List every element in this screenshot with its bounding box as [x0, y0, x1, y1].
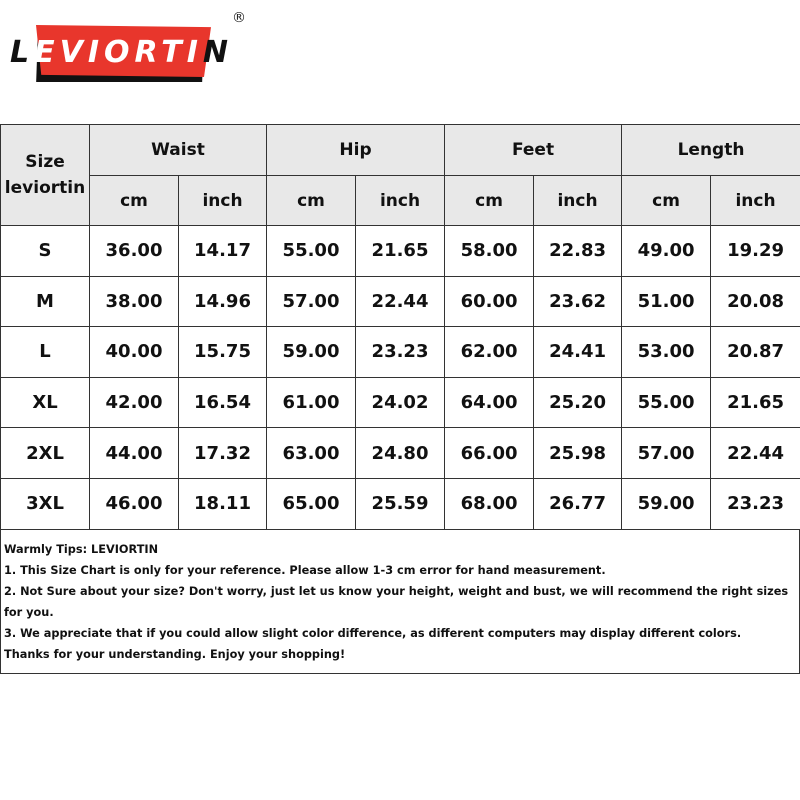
cell-waist-inch: 16.54 [179, 377, 267, 428]
cell-feet-inch: 24.41 [534, 327, 622, 378]
cell-length-inch: 20.08 [711, 276, 800, 327]
size-column-header [1, 125, 90, 226]
logo-letter-first: L [10, 35, 35, 70]
table-row [1, 327, 800, 378]
cell-hip-inch: 22.44 [356, 276, 445, 327]
cell-waist-cm: 36.00 [90, 226, 179, 277]
unit-header: inch [356, 176, 445, 226]
cell-hip-cm: 57.00 [267, 276, 356, 327]
cell-feet-inch: 22.83 [534, 226, 622, 277]
size-label: 3XL [1, 478, 90, 529]
size-chart-table [0, 124, 800, 530]
logo-letters-middle: EVIORTI [34, 35, 203, 70]
cell-waist-cm: 44.00 [90, 428, 179, 479]
cell-hip-cm: 63.00 [267, 428, 356, 479]
size-label: L [1, 327, 90, 378]
size-label: XL [1, 377, 90, 428]
tips-line: 2. Not Sure about your size? Don't worry, just let us know your height, weight and bust, we will recommend the right sizes [4, 585, 789, 598]
cell-length-cm: 53.00 [622, 327, 711, 378]
group-header-waist: Waist [90, 125, 267, 176]
unit-header: cm [445, 176, 534, 226]
tips-line: 1. This Size Chart is only for your reference. Please allow 1-3 cm error for hand measurement. [4, 564, 606, 577]
cell-hip-cm: 61.00 [267, 377, 356, 428]
cell-length-inch: 21.65 [711, 377, 800, 428]
cell-hip-inch: 24.80 [356, 428, 445, 479]
table-row [1, 428, 800, 479]
unit-header: cm [90, 176, 179, 226]
cell-waist-cm: 40.00 [90, 327, 179, 378]
unit-header: cm [622, 176, 711, 226]
cell-length-inch: 22.44 [711, 428, 800, 479]
cell-hip-cm: 65.00 [267, 478, 356, 529]
group-header-length: Length [622, 125, 800, 176]
group-header-feet: Feet [445, 125, 622, 176]
cell-feet-cm: 68.00 [445, 478, 534, 529]
size-header-line-1: Size [25, 152, 65, 172]
cell-length-inch: 23.23 [711, 478, 800, 529]
cell-hip-cm: 59.00 [267, 327, 356, 378]
size-header-line-2: leviortin [4, 178, 86, 198]
cell-length-cm: 59.00 [622, 478, 711, 529]
tips-line: 3. We appreciate that if you could allow slight color difference, as different computers may display different colors. [4, 627, 742, 640]
logo-wordmark [10, 36, 235, 70]
header-row-units [1, 176, 800, 226]
unit-header: inch [534, 176, 622, 226]
cell-feet-inch: 23.62 [534, 276, 622, 327]
table-row [1, 226, 800, 277]
cell-feet-cm: 66.00 [445, 428, 534, 479]
cell-feet-cm: 64.00 [445, 377, 534, 428]
tips-title: Warmly Tips: LEVIORTIN [4, 543, 159, 556]
cell-length-cm: 49.00 [622, 226, 711, 277]
size-label: 2XL [1, 428, 90, 479]
warm-tips-box [0, 529, 800, 674]
table-row [1, 377, 800, 428]
cell-hip-cm: 55.00 [267, 226, 356, 277]
tips-line: for you. [4, 606, 54, 619]
cell-feet-inch: 25.98 [534, 428, 622, 479]
cell-feet-cm: 58.00 [445, 226, 534, 277]
cell-length-inch: 20.87 [711, 327, 800, 378]
cell-waist-cm: 38.00 [90, 276, 179, 327]
logo-letter-last: N [202, 35, 233, 70]
cell-feet-inch: 26.77 [534, 478, 622, 529]
cell-waist-inch: 17.32 [179, 428, 267, 479]
registered-trademark-icon: ® [232, 10, 246, 26]
group-header-hip: Hip [267, 125, 445, 176]
unit-header: cm [267, 176, 356, 226]
cell-hip-inch: 24.02 [356, 377, 445, 428]
cell-feet-inch: 25.20 [534, 377, 622, 428]
table-row [1, 478, 800, 529]
table-row [1, 276, 800, 327]
cell-waist-cm: 42.00 [90, 377, 179, 428]
unit-header: inch [179, 176, 267, 226]
cell-length-cm: 51.00 [622, 276, 711, 327]
cell-waist-inch: 14.17 [179, 226, 267, 277]
cell-waist-inch: 15.75 [179, 327, 267, 378]
cell-waist-inch: 18.11 [179, 478, 267, 529]
size-label: M [1, 276, 90, 327]
cell-feet-cm: 62.00 [445, 327, 534, 378]
cell-waist-inch: 14.96 [179, 276, 267, 327]
cell-length-cm: 57.00 [622, 428, 711, 479]
cell-length-cm: 55.00 [622, 377, 711, 428]
brand-logo [10, 10, 246, 84]
tips-line: Thanks for your understanding. Enjoy your shopping! [4, 648, 346, 661]
cell-length-inch: 19.29 [711, 226, 800, 277]
cell-waist-cm: 46.00 [90, 478, 179, 529]
cell-hip-inch: 23.23 [356, 327, 445, 378]
cell-feet-cm: 60.00 [445, 276, 534, 327]
cell-hip-inch: 21.65 [356, 226, 445, 277]
unit-header: inch [711, 176, 800, 226]
size-label: S [1, 226, 90, 277]
cell-hip-inch: 25.59 [356, 478, 445, 529]
header-row-groups [1, 125, 800, 176]
